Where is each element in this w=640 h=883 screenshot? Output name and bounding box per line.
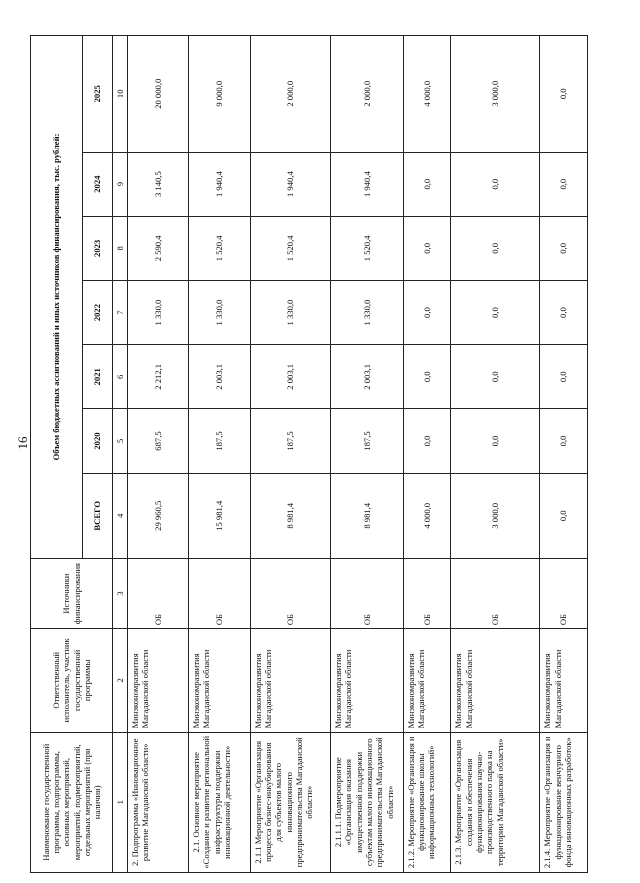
row-value: 1 330,0 (188, 280, 250, 344)
row-name: 2.1.2. Мероприятие «Организация и функционирование школы информационных технологий» (403, 732, 451, 872)
header-funding-group: Объем бюджетных ассигнований и иных источников финансирования, тыс. рублей: (31, 36, 83, 559)
row-value: 9 000,0 (188, 36, 250, 153)
table-row (451, 36, 540, 873)
row-name: 2.1.4. Мероприятие «Организация и функционирование венчурного фонда инновационных разработок» (540, 732, 588, 872)
row-value: 0,0 (540, 216, 588, 280)
row-total: 3 000,0 (451, 473, 540, 558)
row-value: 2 003,1 (250, 345, 330, 409)
row-value: 1 520,4 (331, 216, 404, 280)
row-value: 187,5 (331, 409, 404, 473)
header-total: ВСЕГО (83, 473, 113, 558)
row-value: 0,0 (540, 409, 588, 473)
row-value: 0,0 (403, 152, 451, 216)
row-total: 0,0 (540, 473, 588, 558)
row-total: 15 981,4 (188, 473, 250, 558)
header-year: 2023 (83, 216, 113, 280)
row-value: 0,0 (403, 409, 451, 473)
row-value: 0,0 (540, 36, 588, 153)
row-value: 3 000,0 (451, 36, 540, 153)
row-value: 1 330,0 (250, 280, 330, 344)
row-value: 1 940,4 (331, 152, 404, 216)
row-name: 2.1.1 Мероприятие «Организация процесса бизнес-инкубирования для субъектов малого инновационного предпринимательства Магаданской области» (250, 732, 330, 872)
row-total: 8 981,4 (250, 473, 330, 558)
header-source: Источники финансирования (31, 558, 113, 628)
row-value: 0,0 (451, 345, 540, 409)
financing-table (30, 35, 588, 873)
row-value: 187,5 (250, 409, 330, 473)
header-year: 2022 (83, 280, 113, 344)
row-value: 687,5 (128, 409, 189, 473)
row-executor: Минэкономразвития Магаданской области (128, 629, 189, 732)
row-value: 0,0 (451, 409, 540, 473)
table-row (540, 36, 588, 873)
row-value: 1 520,4 (188, 216, 250, 280)
row-total: 29 960,5 (128, 473, 189, 558)
row-value: 2 000,0 (331, 36, 404, 153)
column-index: 7 (113, 280, 128, 344)
row-source: ОБ (250, 558, 330, 628)
row-value: 3 140,5 (128, 152, 189, 216)
row-value: 187,5 (188, 409, 250, 473)
column-index: 10 (113, 36, 128, 153)
column-index: 5 (113, 409, 128, 473)
row-value: 0,0 (451, 216, 540, 280)
column-index: 1 (113, 732, 128, 872)
row-total: 8 981,4 (331, 473, 404, 558)
column-index: 2 (113, 629, 128, 732)
header-year: 2021 (83, 345, 113, 409)
row-value: 0,0 (540, 345, 588, 409)
header-name: Наименование государственной программы, подпрограммы, основных мероприятий, мероприятий, подмероприятий, отдельных мероприятий (при наличии) (31, 732, 113, 872)
row-value: 1 330,0 (128, 280, 189, 344)
row-executor: Минэкономразвития Магаданской области (451, 629, 540, 732)
table-row (188, 36, 250, 873)
row-name: 2.1.3. Мероприятие «Организация создания и обеспечения функционирования научно-производственного парка на территории Магаданской области» (451, 732, 540, 872)
row-value: 0,0 (403, 216, 451, 280)
row-value: 2 000,0 (250, 36, 330, 153)
row-value: 2 590,4 (128, 216, 189, 280)
row-total: 4 000,0 (403, 473, 451, 558)
row-source: ОБ (188, 558, 250, 628)
row-source: ОБ (128, 558, 189, 628)
row-source: ОБ (403, 558, 451, 628)
row-source: ОБ (331, 558, 404, 628)
row-value: 0,0 (403, 280, 451, 344)
row-name: 2. Подпрограмма «Инновационное развитие Магаданской области» (128, 732, 189, 872)
table-row (128, 36, 189, 873)
row-value: 2 003,1 (188, 345, 250, 409)
row-value: 0,0 (451, 280, 540, 344)
table-row (331, 36, 404, 873)
page-number: 16 (15, 436, 30, 450)
column-index: 8 (113, 216, 128, 280)
table-row (250, 36, 330, 873)
column-index: 9 (113, 152, 128, 216)
row-value: 20 000,0 (128, 36, 189, 153)
row-name: 2.1. Основное мероприятие «Создание и развитие региональной инфраструктуры поддержки инновационной деятельности» (188, 732, 250, 872)
row-value: 1 330,0 (331, 280, 404, 344)
header-row-top (31, 36, 83, 873)
column-index: 4 (113, 473, 128, 558)
table-row (403, 36, 451, 873)
row-source: ОБ (451, 558, 540, 628)
row-executor: Минэкономразвития Магаданской области (540, 629, 588, 732)
header-year: 2020 (83, 409, 113, 473)
row-value: 1 520,4 (250, 216, 330, 280)
header-year: 2024 (83, 152, 113, 216)
row-value: 0,0 (540, 280, 588, 344)
column-index: 6 (113, 345, 128, 409)
row-value: 2 003,1 (331, 345, 404, 409)
row-executor: Минэкономразвития Магаданской области (403, 629, 451, 732)
row-executor: Минэкономразвития Магаданской области (188, 629, 250, 732)
column-index-row (113, 36, 128, 873)
row-value: 1 940,4 (188, 152, 250, 216)
row-value: 0,0 (540, 152, 588, 216)
header-executor: Ответственный исполнитель, участник государственной программы (31, 629, 113, 732)
row-executor: Минэкономразвития Магаданской области (250, 629, 330, 732)
row-value: 2 212,1 (128, 345, 189, 409)
column-index: 3 (113, 558, 128, 628)
header-year: 2025 (83, 36, 113, 153)
row-name: 2.1.1.1. Подмероприятие «Организация оказания имущественной поддержки субъектам малого инновационного предпринимательства Магаданской области» (331, 732, 404, 872)
row-value: 0,0 (403, 345, 451, 409)
row-source: ОБ (540, 558, 588, 628)
row-value: 4 000,0 (403, 36, 451, 153)
row-value: 0,0 (451, 152, 540, 216)
row-value: 1 940,4 (250, 152, 330, 216)
row-executor: Минэкономразвития Магаданской области (331, 629, 404, 732)
